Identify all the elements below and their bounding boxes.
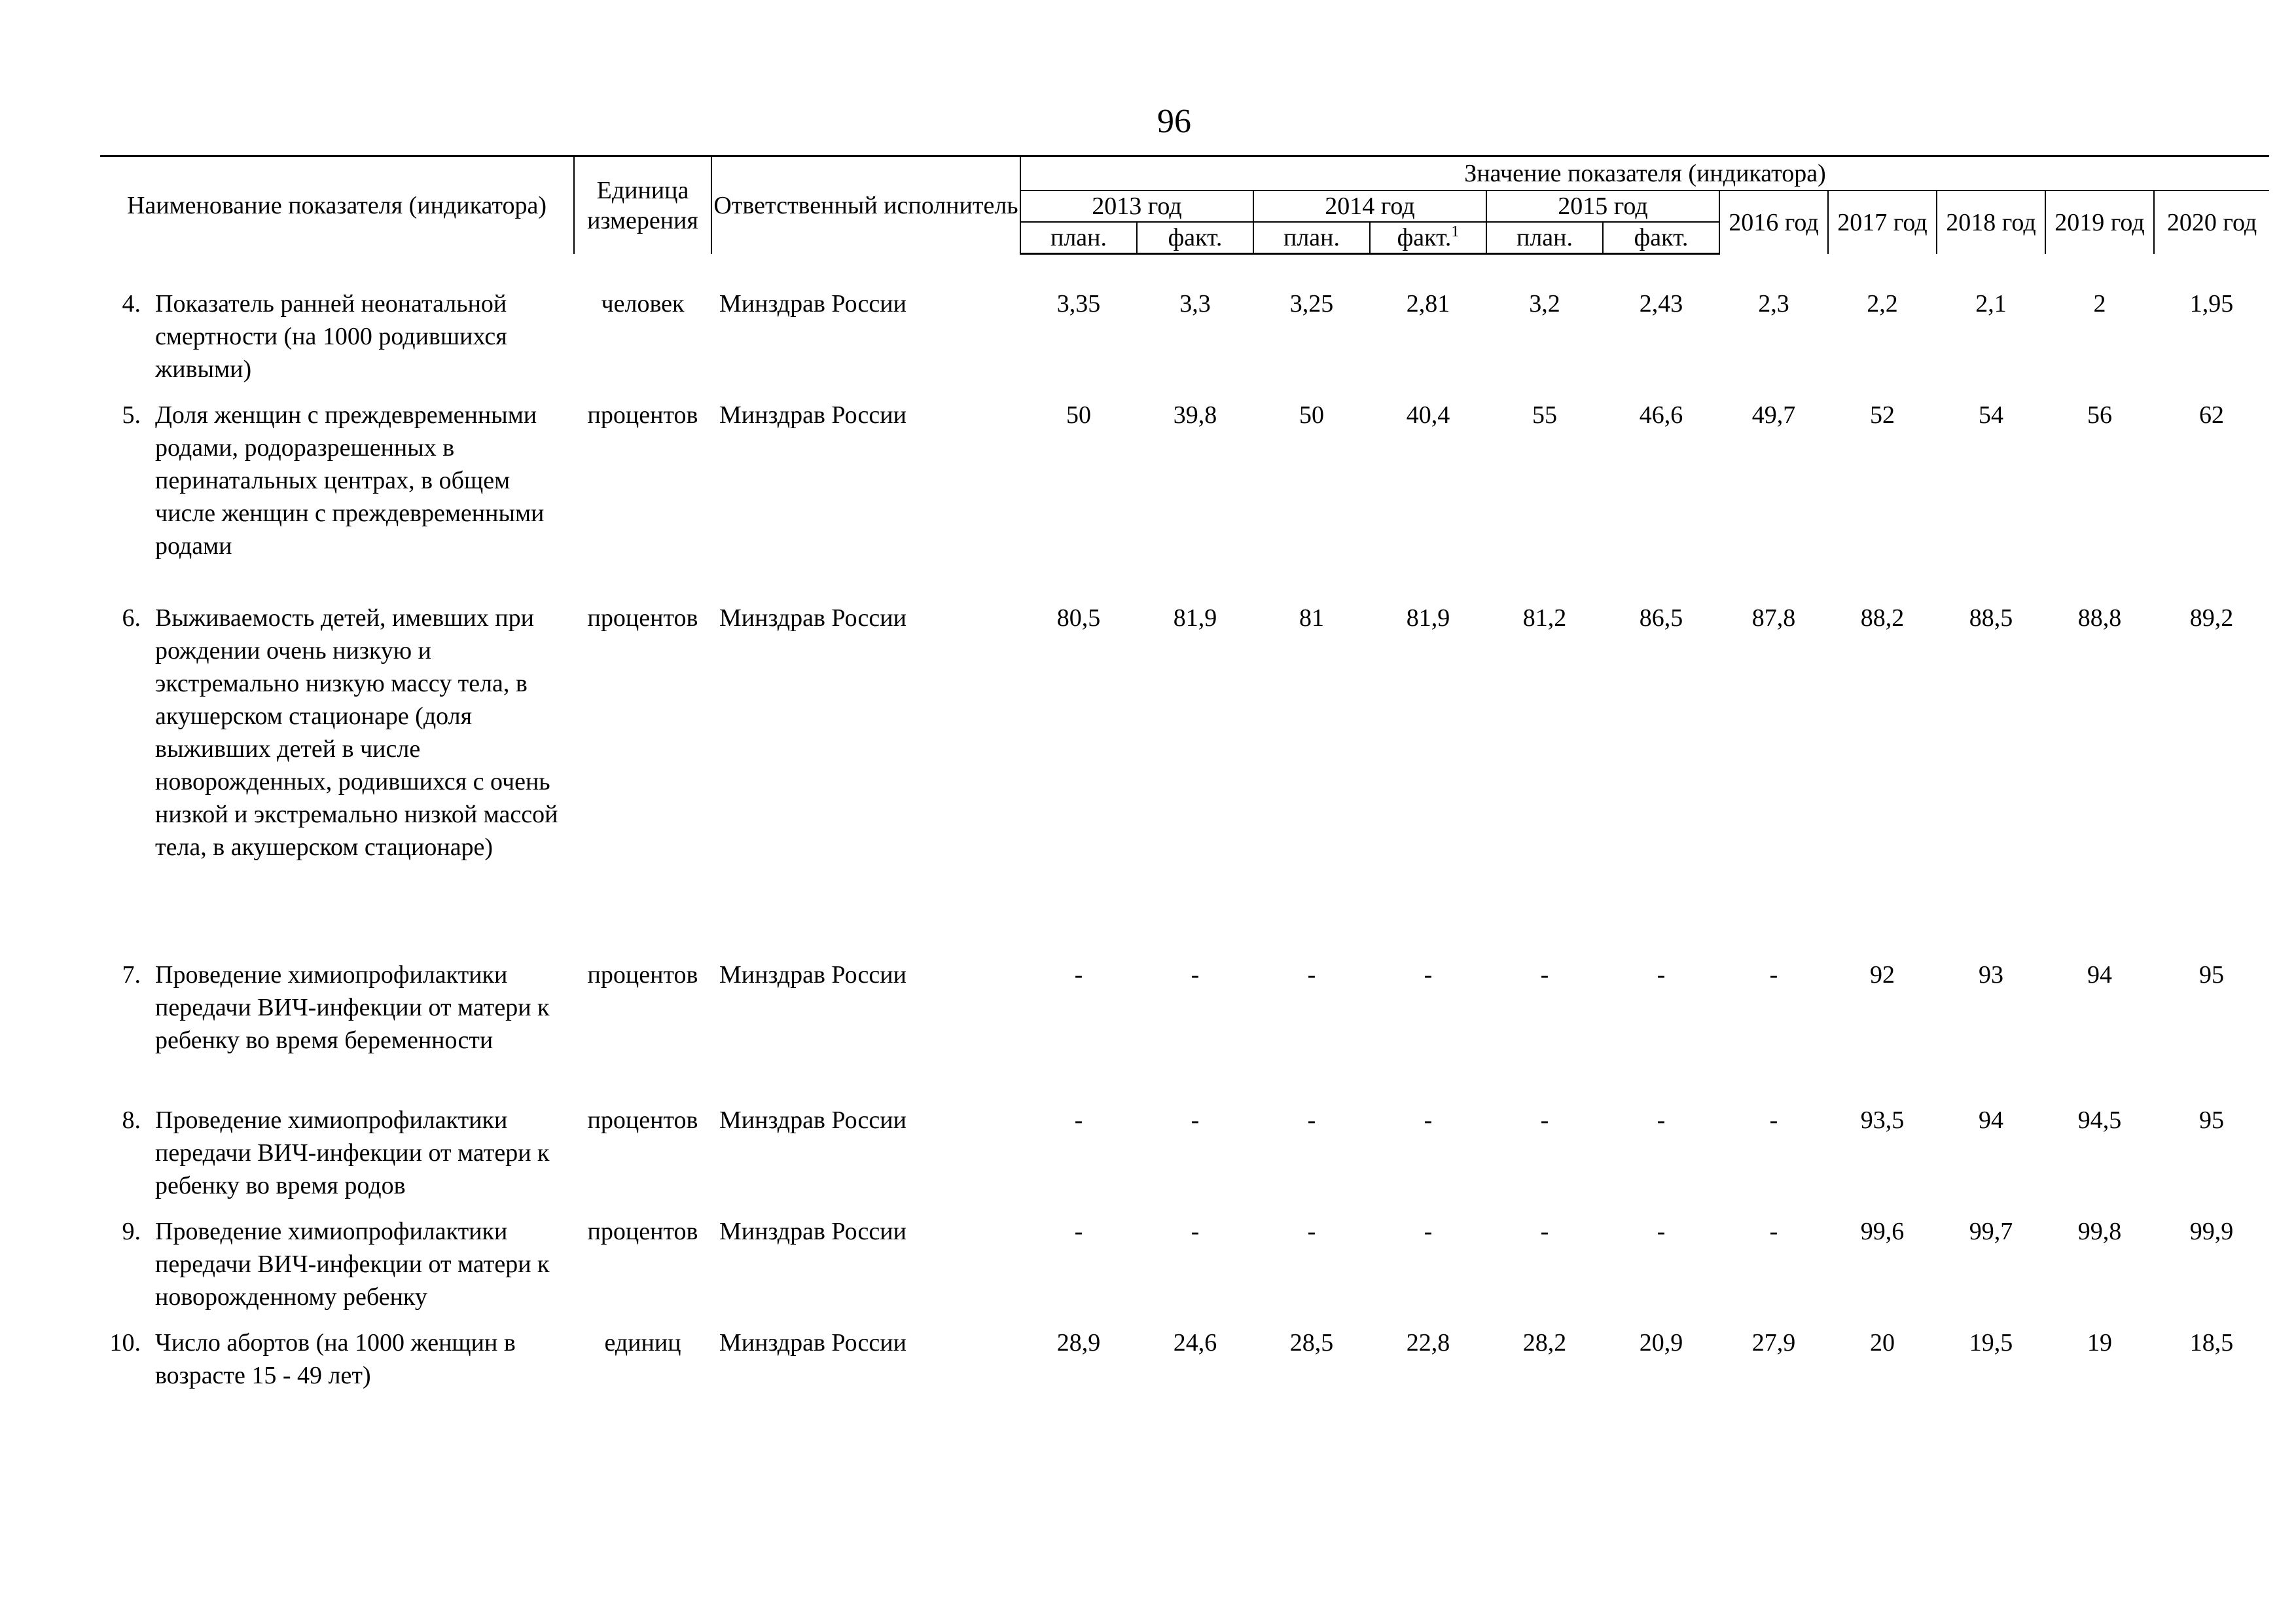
value-cell: 49,7 — [1751, 401, 1796, 429]
value-cell: 55 — [1532, 401, 1557, 429]
header-executor: Ответственный исполнитель — [711, 156, 1020, 254]
value-cell: 3,25 — [1289, 290, 1334, 318]
value-cell: 28,2 — [1522, 1329, 1567, 1357]
value-cell: 56 — [2087, 401, 2112, 429]
value-cell: 22,8 — [1406, 1329, 1450, 1357]
header-2015-fact: факт. — [1603, 222, 1719, 254]
header-unit: Единица измерения — [574, 156, 711, 254]
header-year-2019: 2019 год — [2045, 191, 2154, 254]
table-body — [100, 254, 2269, 1399]
value-cell: - — [1191, 961, 1200, 989]
unit-cell: процентов — [587, 961, 698, 989]
indicator-name: Число абортов (на 1000 женщин в возрасте 15 - 49 лет) — [155, 1329, 516, 1389]
value-cell: 80,5 — [1056, 604, 1101, 632]
row-number: 9. — [122, 1218, 141, 1245]
header-2014-fact — [1370, 222, 1486, 254]
value-cell: 94,5 — [2077, 1106, 2122, 1134]
value-cell: 50 — [1299, 401, 1324, 429]
executor-cell: Минздрав России — [719, 290, 906, 318]
value-cell: 88,5 — [1969, 604, 2013, 632]
executor-cell: Минздрав России — [719, 1329, 906, 1357]
indicator-table — [100, 155, 2269, 1398]
value-cell: 27,9 — [1751, 1329, 1796, 1357]
value-cell: - — [1769, 961, 1778, 989]
header-year-2015: 2015 год — [1486, 191, 1719, 222]
header-2013-plan: план. — [1020, 222, 1137, 254]
value-cell: - — [1424, 1218, 1433, 1245]
value-cell: 54 — [1979, 401, 2003, 429]
unit-cell: человек — [601, 290, 685, 318]
value-cell: 81,9 — [1173, 604, 1217, 632]
value-cell: 62 — [2199, 401, 2225, 429]
value-cell: 39,8 — [1173, 401, 1217, 429]
value-cell: - — [1769, 1106, 1778, 1134]
header-year-2017: 2017 год — [1828, 191, 1937, 254]
row-number: 7. — [122, 961, 141, 989]
value-cell: 81 — [1299, 604, 1324, 632]
header-year-2018: 2018 год — [1937, 191, 2045, 254]
unit-cell: единиц — [604, 1329, 681, 1357]
executor-cell: Минздрав России — [719, 1218, 906, 1245]
table-row — [100, 958, 2269, 1104]
value-cell: - — [1074, 1106, 1083, 1134]
indicator-name: Проведение химиопрофилактики передачи ВИЧ-инфекции от матери к ребенку во время родов — [155, 1106, 550, 1199]
value-cell: 19,5 — [1969, 1329, 2013, 1357]
indicator-name: Выживаемость детей, имевших при рождении очень низкую и экстремально низкую массу тела, в акушерском стационаре (доля выживших детей в числе новорожденных, родившихся с очень низкой и экстремально низкой массой тела, в акушерском стационаре) — [155, 604, 558, 861]
value-cell: 1,95 — [2189, 290, 2234, 318]
row-number: 6. — [122, 604, 141, 632]
value-cell: 93,5 — [1860, 1106, 1905, 1134]
value-cell: 18,5 — [2189, 1329, 2234, 1357]
table-row — [100, 287, 2269, 399]
value-cell: - — [1540, 961, 1549, 989]
table-row — [100, 1215, 2269, 1326]
value-cell: - — [1769, 1218, 1778, 1245]
unit-cell: процентов — [587, 1106, 698, 1134]
value-cell: - — [1657, 961, 1666, 989]
value-cell: - — [1074, 1218, 1083, 1245]
row-number: 10. — [109, 1329, 141, 1357]
indicator-name: Проведение химиопрофилактики передачи ВИЧ-инфекции от матери к ребенку во время беременности — [155, 961, 550, 1054]
value-cell: 40,4 — [1406, 401, 1450, 429]
value-cell: 81,9 — [1406, 604, 1450, 632]
value-cell: 50 — [1066, 401, 1091, 429]
value-cell: - — [1540, 1106, 1549, 1134]
table-row — [100, 1326, 2269, 1398]
value-cell: 99,8 — [2077, 1218, 2122, 1245]
value-cell: 95 — [2199, 961, 2225, 989]
footnote-mark: 1 — [1451, 223, 1460, 240]
value-cell: 19 — [2087, 1329, 2112, 1357]
table-row — [100, 602, 2269, 958]
header-year-2020: 2020 год — [2154, 191, 2269, 254]
row-number: 5. — [122, 401, 141, 429]
value-cell: 20 — [1870, 1329, 1895, 1357]
value-cell: 20,9 — [1639, 1329, 1683, 1357]
value-cell: 52 — [1870, 401, 1895, 429]
row-number: 8. — [122, 1106, 141, 1134]
value-cell: - — [1424, 1106, 1433, 1134]
value-cell: - — [1191, 1106, 1200, 1134]
row-number: 4. — [122, 290, 141, 318]
value-cell: 3,2 — [1529, 290, 1560, 318]
header-year-2013: 2013 год — [1020, 191, 1253, 222]
value-cell: 3,3 — [1179, 290, 1211, 318]
value-cell: 24,6 — [1173, 1329, 1217, 1357]
value-cell: 93 — [1979, 961, 2003, 989]
value-cell: 2,1 — [1975, 290, 2007, 318]
value-cell: 88,8 — [2077, 604, 2122, 632]
value-cell: - — [1657, 1218, 1666, 1245]
value-cell: 99,6 — [1860, 1218, 1905, 1245]
value-cell: - — [1191, 1218, 1200, 1245]
header-2015-plan: план. — [1486, 222, 1603, 254]
value-cell: 28,9 — [1056, 1329, 1101, 1357]
value-cell: 28,5 — [1289, 1329, 1334, 1357]
value-cell: 92 — [1870, 961, 1895, 989]
value-cell: - — [1307, 1106, 1316, 1134]
value-cell: - — [1074, 961, 1083, 989]
header-2014-plan: план. — [1253, 222, 1370, 254]
value-cell: 46,6 — [1639, 401, 1683, 429]
indicator-name: Показатель ранней неонатальной смертности (на 1000 родившихся живыми) — [155, 290, 507, 383]
value-cell: 86,5 — [1639, 604, 1683, 632]
value-cell: 81,2 — [1522, 604, 1567, 632]
header-year-2016: 2016 год — [1719, 191, 1828, 254]
header-values-group: Значение показателя (индикатора) — [1020, 156, 2269, 191]
value-cell: 2,81 — [1406, 290, 1450, 318]
header-name: Наименование показателя (индикатора) — [100, 156, 574, 254]
value-cell: - — [1540, 1218, 1549, 1245]
executor-cell: Минздрав России — [719, 961, 906, 989]
table-row — [100, 399, 2269, 602]
executor-cell: Минздрав России — [719, 401, 906, 429]
value-cell: 94 — [1979, 1106, 2003, 1134]
value-cell: - — [1657, 1106, 1666, 1134]
indicator-name: Проведение химиопрофилактики передачи ВИЧ-инфекции от матери к новорожденному ребенку — [155, 1218, 550, 1311]
value-cell: 2 — [2093, 290, 2106, 318]
unit-cell: процентов — [587, 1218, 698, 1245]
value-cell: 99,9 — [2189, 1218, 2234, 1245]
unit-cell: процентов — [587, 401, 698, 429]
table-row — [100, 1104, 2269, 1215]
indicator-name: Доля женщин с преждевременными родами, родоразрешенных в перинатальных центрах, в общем числе женщин с преждевременными родами — [155, 401, 545, 560]
unit-cell: процентов — [587, 604, 698, 632]
executor-cell: Минздрав России — [719, 1106, 906, 1134]
header-2014-fact-label: факт. — [1397, 224, 1452, 251]
page-number: 96 — [1157, 103, 1191, 140]
value-cell: 2,43 — [1639, 290, 1683, 318]
value-cell: - — [1424, 961, 1433, 989]
value-cell: 87,8 — [1751, 604, 1796, 632]
executor-cell: Минздрав России — [719, 604, 906, 632]
value-cell: 99,7 — [1969, 1218, 2013, 1245]
value-cell: 2,2 — [1867, 290, 1898, 318]
value-cell: - — [1307, 1218, 1316, 1245]
value-cell: 94 — [2087, 961, 2112, 989]
header-year-2014: 2014 год — [1253, 191, 1486, 222]
value-cell: 2,3 — [1758, 290, 1789, 318]
value-cell: 3,35 — [1056, 290, 1101, 318]
value-cell: 95 — [2199, 1106, 2225, 1134]
value-cell: 88,2 — [1860, 604, 1905, 632]
value-cell: 89,2 — [2189, 604, 2234, 632]
value-cell: - — [1307, 961, 1316, 989]
header-2013-fact: факт. — [1137, 222, 1253, 254]
